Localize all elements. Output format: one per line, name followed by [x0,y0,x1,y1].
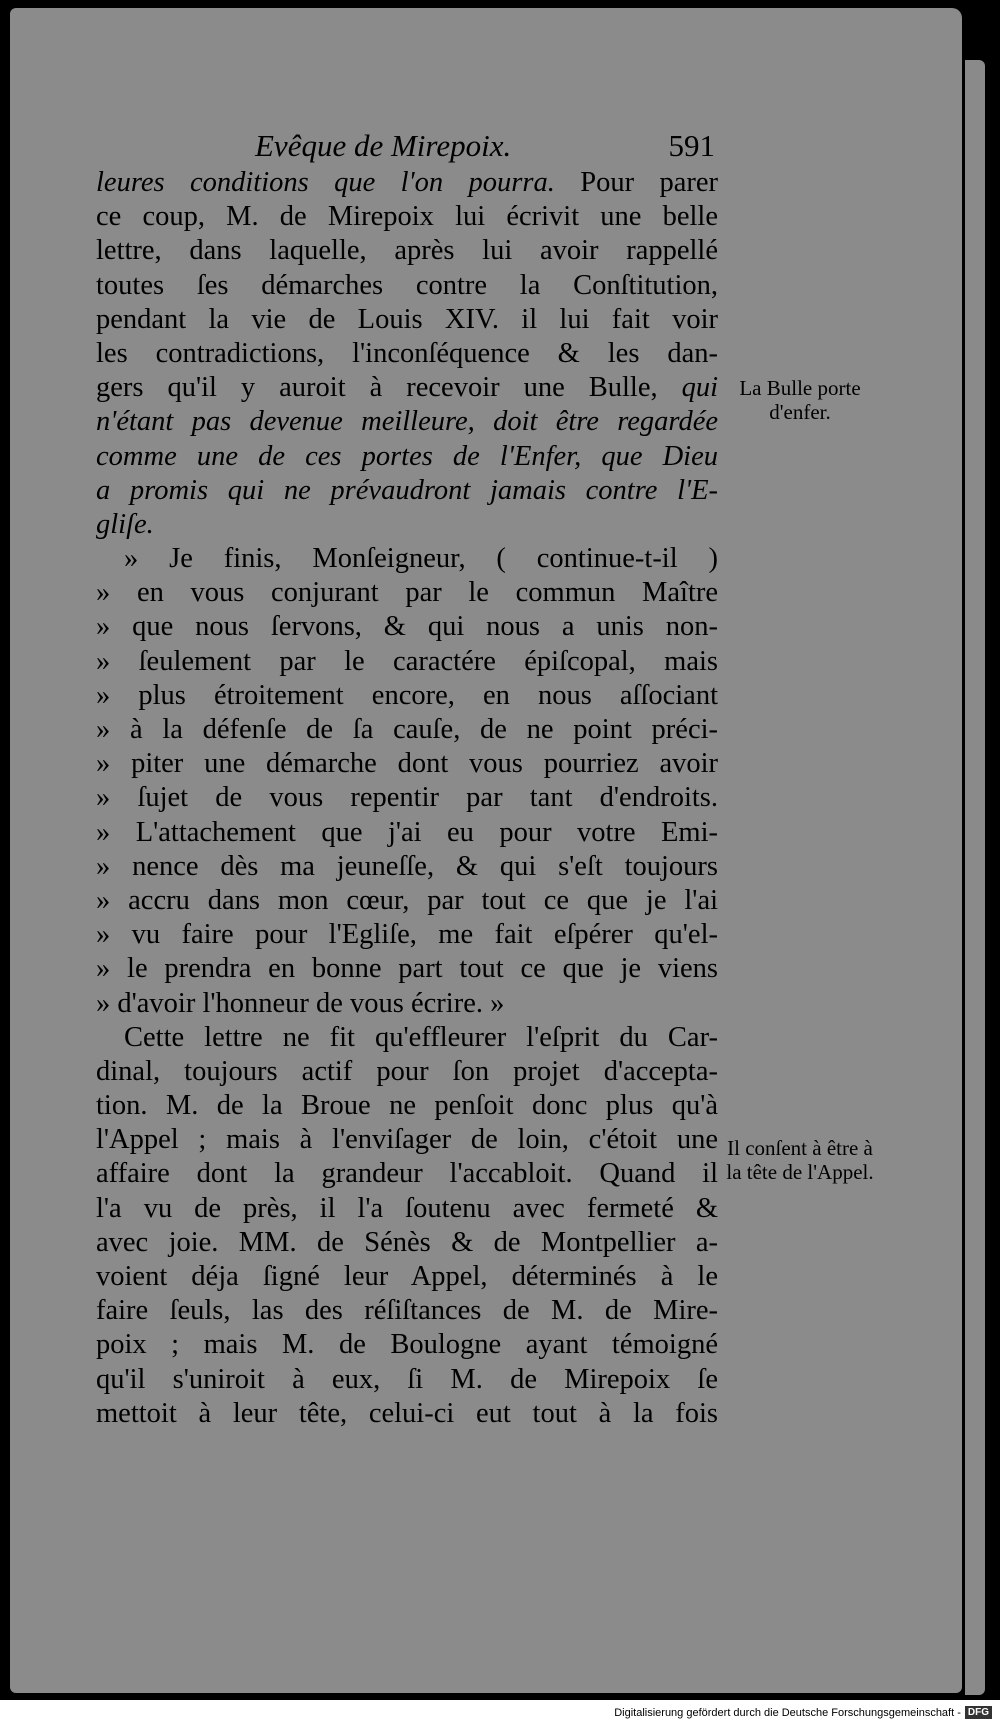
book-spine [962,60,985,1695]
text-line [96,166,718,200]
text-line: » ſujet de vous repentir par tant d'endroits. [96,781,718,815]
text-line: tion. M. de la Broue ne penſoit donc plus qu'à [96,1090,718,1122]
footer-credit: Digitalisierung gefördert durch die Deutsche Forschungsgemeinschaft - [614,1706,961,1719]
dfg-logo: DFG [965,1706,992,1719]
running-title: Evêque de Mirepoix. [255,128,512,163]
text-line: a promis qui ne prévaudront jamais contre l'E- [96,474,718,506]
text-line: Cette lettre ne fit qu'effleurer l'eſprit du Car- [124,1021,718,1053]
text-line: » Je finis, Monſeigneur, ( continue-t-il ) [96,542,718,576]
text-line: » piter une démarche dont vous pourriez avoir [96,747,718,781]
italic-phrase: leures conditions que l'on pourra. [96,167,555,198]
text-line: lettre, dans laquelle, après lui avoir rappellé [96,235,718,267]
text-line: l'a vu de près, il l'a ſoutenu avec fermeté & [96,1192,718,1224]
text-line: » ſeulement par le caractére épiſcopal, mais [96,645,718,679]
italic-phrase: qui [681,372,718,404]
text-line [96,371,718,405]
text-line: » nence dès ma jeuneſſe, & qui s'eſt toujours [96,850,718,884]
text-line: gliſe. [96,508,154,540]
text-line: faire ſeuls, las des réſiſtances de M. de Mire- [96,1295,718,1327]
text-line: qu'il s'uniroit à eux, ſi M. de Mirepoix ſe [96,1363,718,1395]
text-line: ce coup, M. de Mirepoix lui écrivit une belle [96,201,718,233]
text-line: n'étant pas devenue meilleure, doit être regardée [96,406,718,438]
text-line: l'Appel ; mais à l'enviſager de loin, c'étoit une [96,1124,718,1156]
roman-phrase: Pour parer [554,167,719,198]
page-number: 591 [668,128,715,163]
text-line: » à la défenſe de ſa cauſe, de ne point préci- [96,713,718,747]
text-line: poix ; mais M. de Boulogne ayant témoigné [96,1329,718,1361]
digitization-footer [0,1700,1000,1725]
text-line: » le prendra en bonne part tout ce que je viens [96,952,718,986]
text-line: » L'attachement que j'ai eu pour votre Emi- [96,816,718,850]
text-line: dinal, toujours actif pour ſon projet d'accepta- [96,1055,718,1087]
text-line: » d'avoir l'honneur de vous écrire. » [96,987,718,1021]
text-line: » vu faire pour l'Egliſe, me fait eſpérer qu'el- [96,918,718,952]
text-line: pendant la vie de Louis XIV. il lui fait voir [96,303,718,335]
page-header [255,128,735,168]
margin-note-appel: Il conſent à être à la tête de l'Appel. [726,1136,874,1184]
text-line: toutes ſes démarches contre la Conſtitution, [96,269,718,301]
text-line: affaire dont la grandeur l'accabloit. Quand il [96,1158,718,1190]
text-line: » que nous ſervons, & qui nous a unis non- [96,610,718,644]
margin-note-bulle: La Bulle porte d'enfer. [739,376,861,424]
text-line: comme une de ces portes de l'Enfer, que Dieu [96,440,718,472]
text-line: » accru dans mon cœur, par tout ce que je l'ai [96,884,718,918]
text-line: voient déja ſigné leur Appel, déterminés à le [96,1261,718,1292]
text-line: » plus étroitement encore, en nous aſſociant [96,679,718,713]
text-line: les contradictions, l'inconſéquence & les dan- [96,337,718,369]
text-line: mettoit à leur tête, celui-ci eut tout à la fois [96,1397,718,1429]
text-line: avec joie. MM. de Sénès & de Montpellier a- [96,1226,718,1258]
text-line: » en vous conjurant par le commun Maître [96,576,718,610]
roman-phrase: gers qu'il y auroit à recevoir une Bulle, [96,372,682,404]
body-text [96,166,718,1431]
